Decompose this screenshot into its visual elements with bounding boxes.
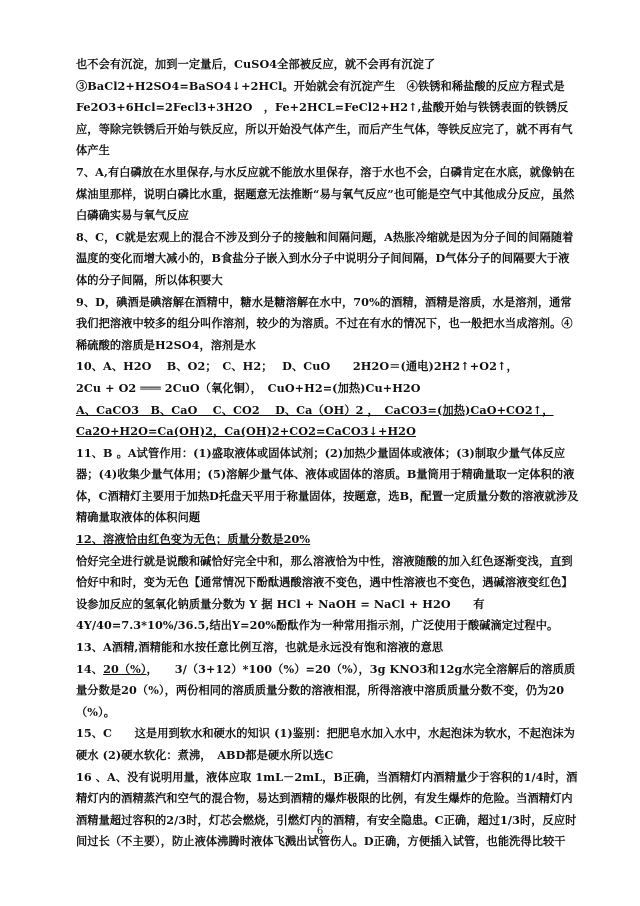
paragraph [76,659,580,724]
text-run: 12、溶液恰由红色变为无色；质量分数是20% [76,532,311,547]
text-run: 15、C 这是用到软水和硬水的知识 (1)鉴别：把肥皂水加入水中，水起泡沫为软水，不起泡沫为硬水 (2)硬水软化：煮沸， ABD都是硬水所以选C [76,726,575,762]
paragraph [76,292,580,357]
text-run: 20（%） [103,661,147,676]
paragraph [76,529,580,551]
paragraph [76,356,580,378]
paragraph [76,443,580,529]
text-run: 16 、A、没有说明用量，液体应取 1mL－2mL，B正确，当酒精灯内酒精量少于容积的1/4时，酒精灯内的酒精蒸汽和空气的混合物，易达到酒精的爆炸极限的比例，有发生爆炸的危险。当酒精灯内酒精量超过容积的2/3时，灯芯会燃烧，引燃灯内的酒精，有安全隐患。C正确，超过1/3时，反应时间过长（不主要），防止液体沸腾时液体飞溅出试管伤人。D正确，方便插入试管，也能洗得比较干 [76,769,578,849]
paragraph [76,400,580,443]
paragraph [76,54,580,162]
paragraph [76,767,580,853]
text-run: 10、A、H2O B、O2； C、H2； D、CuO 2H2O＝(通电)2H2↑+O2↑， [76,359,518,374]
paragraph [76,162,580,227]
text-run: A、CaCO3 B、CaO C、CO2 D、Ca（OH）2 ， CaCO3=(加热)CaO+CO2↑，Ca2O+H2O=Ca(OH)2，Ca(OH)2+CO2=CaCO3↓+H2O [76,402,554,439]
text-run: 9、D，碘酒是碘溶解在酒精中，糖水是糖溶解在水中，70%的酒精，酒精是溶质，水是溶剂，通常我们把溶液中较多的组分叫作溶剂，较少的为溶质。不过在有水的情况下，也一般把水当成溶剂。④稀硫酸的溶质是H2SO4，溶剂是水 [76,294,573,352]
paragraph [76,723,580,766]
text-run: 13、A酒精,酒精能和水按任意比例互溶，也就是永远没有饱和溶液的意思 [76,640,444,655]
text-run: 14、 [76,661,104,676]
text-run: 8、C，C就是宏观上的混合不涉及到分子的接触和间隔问题，A热胀冷缩就是因为分子间的间隔随着温度的变化而增大减小的，B食盐分子嵌入到水分子中说明分子间间隔，D气体分子的间隔要大于液体的分子间隔，所以体积要大 [76,229,574,287]
paragraph [76,637,580,659]
text-run: 11、B 。A试管作用：(1)盛取液体或固体试剂；(2)加热少量固体或液体；(3)制取少量气体反应器；(4)收集少量气体用；(5)溶解少量气体、液体或固体的溶质。B量筒用于精确量取一定体积的液体，C酒精灯主要用于加热D托盘天平用于称量固体，按题意，选B，配置一定质量分数的溶液就涉及精确量取液体的体积问题 [76,445,579,525]
document-body [76,54,580,853]
paragraph [76,378,580,400]
page-number: 6 [316,826,324,837]
paragraph [76,551,580,637]
paragraph [76,227,580,292]
text-run: 2Cu + O2 ═══ 2CuO（氧化铜）， CuO+H2=(加热)Cu+H2O [76,380,421,395]
text-run: ， 3/（3+12）*100（%）=20（%），3g KNO3和12g水完全溶解后的溶质质量分数是20（%），两份相同的溶质质量分数的溶液相混，所得溶液中溶质质量分数不变，仍为20（%）。 [76,661,576,719]
text-run: 也不会有沉淀，加到一定量后，CuSO4全部被反应，就不会再有沉淀了 ③BaCl2+H2SO4=BaSO4↓+2HCl。开始就会有沉淀产生 ④铁锈和稀盐酸的反应方程式是 Fe2O3+6Hcl=2Fecl3+3H2O ，Fe+2HCL=FeCl2+H2↑,盐酸开始与铁锈表面的铁锈反应，等除完铁锈后开始与铁反应，所以开始没气体产生，而后产生气体，等铁反应完了，就不再有气体产生 [76,57,573,158]
text-run: 7、A,有白磷放在水里保存,与水反应就不能放水里保存，溶于水也不会，白磷肯定在水底，就像钠在煤油里那样，说明白磷比水重，据题意无法推断“易与氧气反应”也可能是空气中其他成分反应，虽然白磷确实易与氧气反应 [76,164,575,223]
text-run: 恰好完全进行就是说酸和碱恰好完全中和，那么溶液恰为中性，溶液随酸的加入红色逐渐变浅，直到恰好中和时，变为无色【通常情况下酚酞遇酸溶液不变色，遇中性溶液也不变色，遇碱溶液变红色】设参加反应的氢氧化钠质量分数为 Y 据 HCl + NaOH = NaCl + H2O 有 4Y/40=7.3*10%/36.5,结出Y=20%酚酞作为一种常用指示剂，广泛使用于酸碱滴定过程中。 [76,553,573,633]
